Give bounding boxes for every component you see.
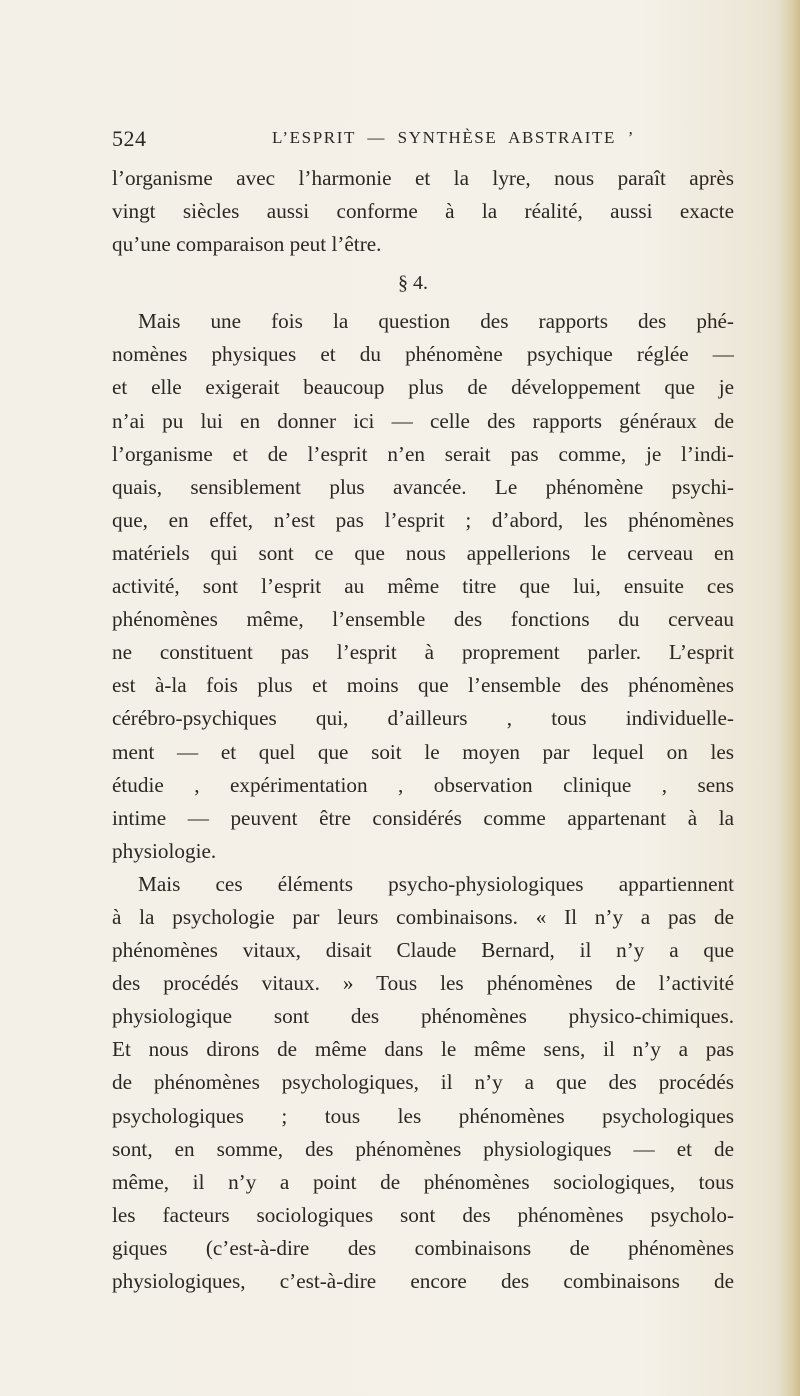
- text-line: l’organisme et de l’esprit n’en serait pas comme, je l’indi-: [112, 441, 734, 466]
- text-line: physiologique sont des phénomènes physico-chimiques.: [112, 1004, 734, 1029]
- paragraph-first-line: Mais ces éléments psycho-physiologiques appartiennent: [138, 871, 734, 896]
- text-line: sont, en somme, des phénomènes physiologiques — et de: [112, 1136, 734, 1161]
- text-line: les facteurs sociologiques sont des phénomènes psycholo-: [112, 1202, 734, 1227]
- text-line: physiologiques, c’est-à-dire encore des combinaisons de: [112, 1269, 734, 1293]
- text-line: phénomènes même, l’ensemble des fonctions du cerveau: [112, 607, 734, 632]
- text-line: activité, sont l’esprit au même titre que lui, ensuite ces: [112, 574, 734, 599]
- text-line: ment — et quel que soit le moyen par lequel on les: [112, 739, 734, 764]
- text-line: intime — peuvent être considérés comme appartenant à la: [112, 805, 734, 830]
- text-line: nomènes physiques et du phénomène psychique réglée —: [112, 342, 734, 367]
- text-line: l’organisme avec l’harmonie et la lyre, nous paraît après: [112, 166, 734, 190]
- page-number: 524: [112, 126, 147, 151]
- text-line: vingt siècles aussi conforme à la réalité, aussi exacte: [112, 199, 734, 224]
- text-line: giques (c’est-à-dire des combinaisons de phénomènes: [112, 1235, 734, 1260]
- text-line: ne constituent pas l’esprit à proprement parler. L’esprit: [112, 640, 734, 665]
- text-line: Et nous dirons de même dans le même sens, il n’y a pas: [112, 1037, 734, 1062]
- text-line: psychologiques ; tous les phénomènes psychologiques: [112, 1103, 734, 1128]
- body-text: [112, 162, 734, 1298]
- text-line: de phénomènes psychologiques, il n’y a que des procédés: [112, 1070, 734, 1095]
- section-heading: § 4.: [398, 272, 428, 295]
- text-line: phénomènes vitaux, disait Claude Bernard, il n’y a que: [112, 938, 734, 963]
- text-line: est à-la fois plus et moins que l’ensemble des phénomènes: [112, 673, 734, 698]
- running-header: [112, 126, 714, 156]
- text-line: et elle exigerait beaucoup plus de développement que je: [112, 375, 734, 400]
- text-line: n’ai pu lui en donner ici — celle des rapports généraux de: [112, 408, 734, 433]
- page-edge-shading: [778, 0, 800, 1396]
- text-line: cérébro-psychiques qui, d’ailleurs , tous individuelle-: [112, 706, 734, 731]
- text-line: physiologie.: [112, 838, 217, 863]
- text-line: des procédés vitaux. » Tous les phénomènes de l’activité: [112, 971, 734, 996]
- text-line: étudie , expérimentation , observation clinique , sens: [112, 772, 734, 797]
- text-line: même, il n’y a point de phénomènes sociologiques, tous: [112, 1169, 734, 1194]
- running-head-title: L’ESPRIT — SYNTHÈSE ABSTRAITE ’: [272, 128, 635, 147]
- text-line: quais, sensiblement plus avancée. Le phénomène psychi-: [112, 474, 734, 499]
- text-line: à la psychologie par leurs combinaisons. « Il n’y a pas de: [112, 904, 734, 929]
- text-line: que, en effet, n’est pas l’esprit ; d’abord, les phénomènes: [112, 507, 734, 532]
- paragraph-first-line: Mais une fois la question des rapports des phé-: [138, 309, 734, 334]
- text-line: matériels qui sont ce que nous appellerions le cerveau en: [112, 540, 734, 565]
- text-line: qu’une comparaison peut l’être.: [112, 232, 382, 257]
